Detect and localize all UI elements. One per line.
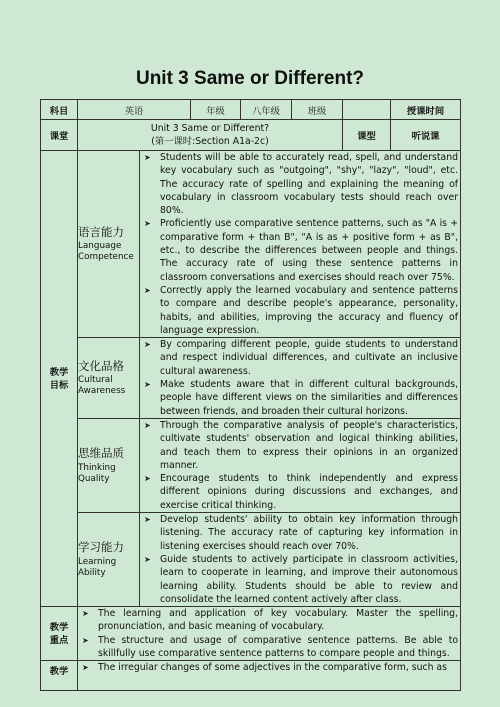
goal-row-cultural: [41, 338, 461, 419]
goal-category-thinking: 思维品质 Thinking Quality: [78, 418, 140, 512]
grade-value: 八年级: [241, 100, 292, 120]
subject-value: 英语: [78, 100, 191, 120]
goal-category-learning: 学习能力 Learning Ability: [78, 513, 140, 607]
arrow-bullet-icon: ➤: [144, 474, 151, 484]
arrow-bullet-icon: ➤: [144, 554, 151, 564]
list-item: ➤ The structure and usage of comparative sentence patterns. Be able to skillfully use comparative sentence patterns to compare people and things.: [82, 634, 459, 659]
course-label: 课堂: [41, 120, 78, 151]
arrow-bullet-icon: ➤: [144, 420, 151, 430]
list-item: ➤ Correctly apply the learned vocabulary and sentence patterns to compare and describe people's appearance, personality, habits, and abilities, improving the accuracy and fluency of language expression.: [144, 284, 459, 336]
course-type-value: 听说课: [391, 120, 461, 151]
course-type-label: 课型: [343, 120, 391, 151]
difficulties-row: [41, 661, 461, 691]
key-points-label: 教学 重点: [41, 607, 78, 661]
goal-content-language: [140, 151, 461, 338]
goal-content-cultural: [140, 338, 461, 419]
list-item: ➤ Encourage students to think independently and express different opinions during discussions and exchanges, and exercise critical thinking.: [144, 473, 459, 511]
arrow-bullet-icon: ➤: [82, 635, 89, 645]
goal-category-cultural: 文化品格 Cultural Awareness: [78, 338, 140, 419]
header-row: [41, 100, 461, 120]
class-label: 班级: [292, 100, 343, 120]
list-item: ➤ Through the comparative analysis of people's characteristics, cultivate students' observation and logical thinking abilities, and teach them to express their opinions in an organized manner.: [144, 419, 459, 471]
list-item: ➤ Develop students' ability to obtain key information through listening. The accuracy rate of capturing key information in listening exercises should reach over 70%.: [144, 514, 459, 552]
arrow-bullet-icon: ➤: [144, 153, 151, 162]
class-value: [343, 100, 391, 120]
goal-row-thinking: [41, 418, 461, 512]
goals-label: 教学 目标: [41, 151, 78, 607]
arrow-bullet-icon: ➤: [144, 340, 151, 350]
list-item: ➤ By comparing different people, guide students to understand and respect individual differences, and cultivate an inclusive cultural awareness.: [144, 339, 459, 377]
goal-content-thinking: [140, 418, 461, 512]
goal-content-learning: [140, 513, 461, 607]
arrow-bullet-icon: ➤: [144, 219, 151, 229]
course-title: Unit 3 Same or Different?: [150, 123, 270, 134]
list-item: ➤ The learning and application of key vocabulary. Master the spelling, pronunciation, and basic meaning of vocabulary.: [82, 608, 459, 633]
course-subtitle: (第一课时:Section A1a-2c): [151, 136, 269, 147]
course-row: [41, 120, 461, 151]
list-item: ➤ Proficiently use comparative sentence patterns, such as "A is + comparative form + than B", "A is as + positive form + as B", etc., to describe the differences between people and things. The accuracy rate of using these sentence patterns in classroom conversations and exercises should reach over 75%.: [144, 218, 459, 283]
time-label: 授课时间: [391, 100, 461, 120]
arrow-bullet-icon: ➤: [82, 663, 89, 673]
difficulties-content: [78, 661, 461, 691]
goal-row-language: [41, 151, 461, 338]
page-title: Unit 3 Same or Different?: [135, 68, 365, 89]
list-item: ➤ Guide students to actively participate in classroom activities, learn to cooperate in learning, and improve their autonomous learning ability. Students should be able to review and consolidate the learned content actively after class.: [144, 553, 459, 605]
key-points-row: [41, 607, 461, 661]
goal-category-language: 语言能力 Language Competence: [78, 151, 140, 338]
course-title-cell: [78, 120, 343, 151]
subject-label: 科目: [41, 100, 78, 120]
key-points-content: [78, 607, 461, 661]
arrow-bullet-icon: ➤: [144, 380, 151, 390]
difficulties-label: 教学: [41, 661, 78, 691]
list-item: ➤ The irregular changes of some adjectives in the comparative form, such as: [82, 662, 447, 674]
arrow-bullet-icon: ➤: [82, 609, 89, 619]
goal-row-learning: [41, 513, 461, 607]
arrow-bullet-icon: ➤: [144, 515, 151, 525]
list-item: ➤ Students will be able to accurately read, spell, and understand key vocabulary such as "outgoing", "shy", "lazy", "loud", etc. The accuracy rate of spelling and explaining the meaning of vocabulary in classroom vocabulary tests should reach over 80%.: [144, 152, 459, 217]
list-item: ➤ Make students aware that in different cultural backgrounds, people have different views on the similarities and differences between friends, and broaden their cultural horizons.: [144, 379, 459, 417]
lesson-plan-table: [40, 99, 461, 691]
arrow-bullet-icon: ➤: [144, 285, 151, 295]
grade-label: 年级: [191, 100, 241, 120]
